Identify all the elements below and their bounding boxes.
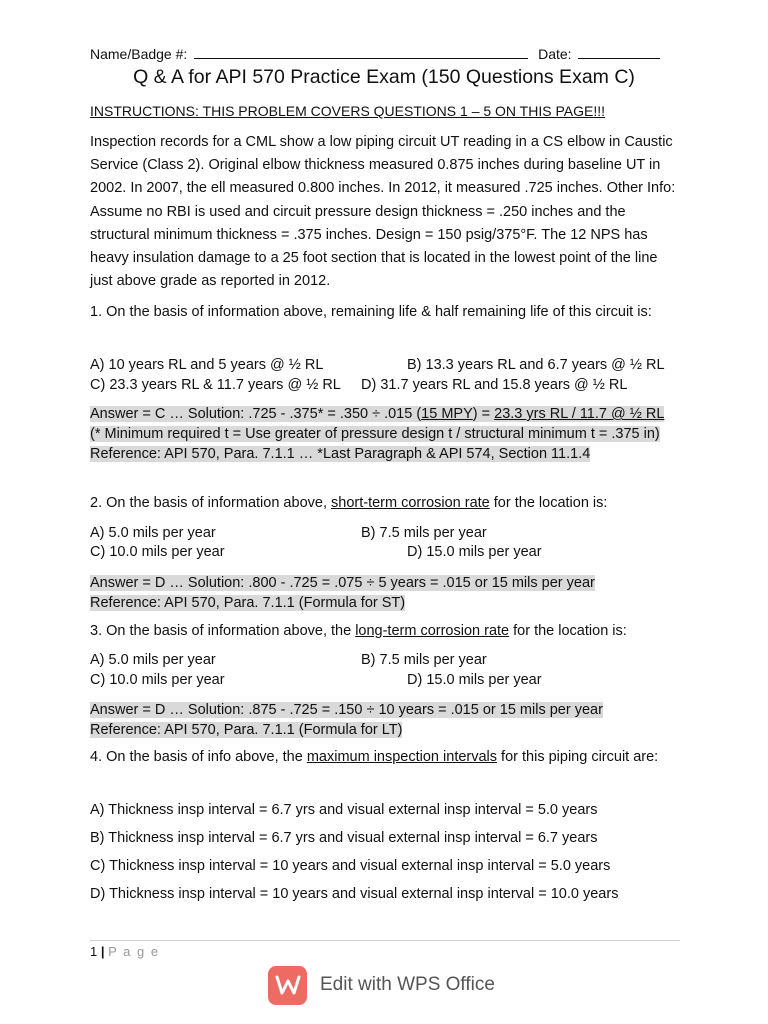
q3-option-a: A) 5.0 mils per year (90, 652, 216, 668)
q2-option-b: B) 7.5 mils per year (361, 525, 487, 541)
q1-answer-mpy: 15 MPY (421, 406, 473, 422)
wps-text: Edit with WPS Office (320, 974, 495, 995)
q3-answer-block (90, 700, 680, 740)
q1-option-d: D) 31.7 years RL and 15.8 years @ ½ RL (361, 377, 628, 393)
q1-reference: Reference: API 570, Para. 7.1.1 … *Last Paragraph & API 574, Section 11.1.4 (90, 446, 591, 462)
q2-suffix: for the location is: (489, 495, 608, 511)
other-info-label: Other Info: (606, 180, 676, 197)
q1-option-b: B) 13.3 years RL and 6.7 years @ ½ RL (407, 357, 665, 373)
q2-answer-block (90, 573, 680, 613)
q2-prefix: 2. On the basis of information above, (90, 495, 331, 511)
question-1: 1. On the basis of information above, remaining life & half remaining life of this circuit is: (90, 304, 652, 320)
q2-option-a: A) 5.0 mils per year (90, 525, 216, 541)
q2-underlined: short-term corrosion rate (331, 495, 490, 511)
name-label: Name/Badge #: (90, 46, 188, 62)
q4-option-d: D) Thickness insp interval = 10 years and visual external insp interval = 10.0 years (90, 886, 619, 902)
q1-option-c: C) 23.3 years RL & 11.7 years @ ½ RL (90, 377, 341, 393)
q3-answer: Answer = D … Solution: .875 - .725 = .150 ÷ 10 years = .015 or 15 mils per year (90, 702, 603, 718)
name-date-line (90, 46, 660, 62)
q1-answer-start: Answer = C … Solution: .725 - .375* = .350 ÷ .015 ( (90, 406, 422, 422)
question-4 (90, 746, 680, 769)
q2-option-c: C) 10.0 mils per year (90, 544, 225, 560)
q4-underlined: maximum inspection intervals (306, 749, 498, 765)
q3-underlined: long-term corrosion rate (355, 623, 510, 639)
scenario-part-2: Assume no RBI is used and circuit pressure design thickness = .250 inches and the structural minimum thickness = .375 inches. Design = 150 psig/375°F. The 12 NPS has heavy insulation damage to a 25 foot section that is located in the lowest point of the line just above grade as reported in 2012. (90, 203, 658, 290)
page-word: P a g e (108, 944, 160, 959)
date-label: Date: (538, 46, 572, 62)
q3-suffix: for the location is: (509, 623, 627, 639)
q2-reference: Reference: API 570, Para. 7.1.1 (Formula for ST) (90, 595, 406, 611)
q2-option-d: D) 15.0 mils per year (407, 544, 542, 560)
q3-prefix: 3. On the basis of information above, the (90, 623, 356, 639)
page-title: Q & A for API 570 Practice Exam (150 Questions Exam C) (133, 66, 635, 88)
q4-option-c: C) Thickness insp interval = 10 years and visual external insp interval = 5.0 years (90, 858, 611, 874)
instructions (90, 103, 605, 119)
q2-answer: Answer = D … Solution: .800 - .725 = .075 ÷ 5 years = .015 or 15 mils per year (90, 575, 595, 591)
q4-prefix: 4. On the basis of info above, the (90, 749, 307, 765)
q3-option-c: C) 10.0 mils per year (90, 672, 225, 688)
q1-answer-note: (* Minimum required t = Use greater of pressure design t / structural minimum t = .375 in) (90, 426, 660, 442)
page-separator: | (100, 944, 105, 959)
q1-answer-mid: ) = (472, 406, 495, 422)
footer-divider (90, 940, 680, 941)
q4-suffix: for this piping circuit are: (497, 749, 659, 765)
q4-option-a: A) Thickness insp interval = 6.7 yrs and visual external insp interval = 5.0 years (90, 802, 598, 818)
instructions-text: INSTRUCTIONS: THIS PROBLEM COVERS QUESTIONS 1 – 5 ON THIS PAGE (90, 103, 594, 119)
page-footer (90, 944, 160, 959)
scenario-paragraph (90, 131, 680, 293)
question-2 (90, 492, 680, 515)
wps-logo-icon (268, 966, 307, 1005)
name-blank (194, 46, 528, 59)
q3-reference: Reference: API 570, Para. 7.1.1 (Formula for LT) (90, 722, 403, 738)
q1-answer-rl: 23.3 yrs RL / 11.7 @ ½ RL (494, 406, 665, 422)
scenario-part-1: Inspection records for a CML show a low piping circuit UT reading in a CS elbow in Caustic Service (Class 2). Original elbow thickness measured 0.875 inches during baseline UT in 2002. In 2007, the ell measured 0.800 inches. In 2012, it measured .725 inches. (90, 134, 673, 197)
q4-option-b: B) Thickness insp interval = 6.7 yrs and visual external insp interval = 6.7 years (90, 830, 598, 846)
q1-answer (90, 406, 664, 422)
q1-answer-block (90, 404, 680, 464)
question-3 (90, 620, 680, 643)
page-number: 1 (90, 944, 98, 959)
instructions-exclaim: !!! (593, 103, 605, 119)
date-blank (578, 46, 660, 59)
edit-with-wps-button[interactable] (268, 965, 495, 1005)
q3-option-d: D) 15.0 mils per year (407, 672, 542, 688)
q1-option-a: A) 10 years RL and 5 years @ ½ RL (90, 357, 324, 373)
q3-option-b: B) 7.5 mils per year (361, 652, 487, 668)
